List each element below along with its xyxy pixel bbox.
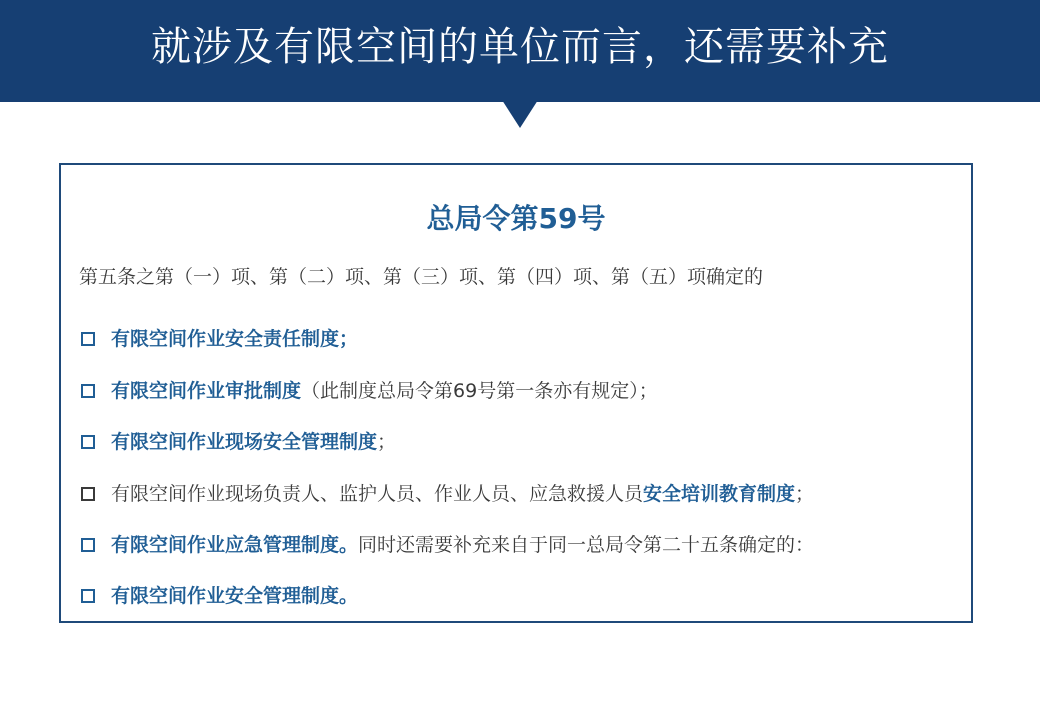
item-normal-text: ； <box>795 483 815 505</box>
item-bold-text: 有限空间作业现场安全管理制度 <box>111 431 378 453</box>
checkbox-icon <box>81 384 95 398</box>
list-item <box>81 376 658 406</box>
item-normal-text: ； <box>377 431 397 453</box>
checkbox-icon <box>81 589 95 603</box>
intro-text: 第五条之第（一）项、第（二）项、第（三）项、第（四）项、第（五）项确定的 <box>79 266 764 288</box>
item-normal-text: （此制度总局令第69号第一条亦有规定）； <box>301 380 658 402</box>
item-normal-text: 同时还需要补充来自于同一总局令第二十五条确定的： <box>358 534 815 556</box>
list-item <box>81 530 814 560</box>
regulation-title: 总局令第59号 <box>426 202 606 235</box>
item-bold-text: 有限空间作业安全管理制度。 <box>111 585 359 607</box>
list-item <box>81 479 814 509</box>
item-prefix-text: 有限空间作业现场负责人、监护人员、作业人员、应急救援人员 <box>111 483 644 505</box>
checkbox-icon <box>81 538 95 552</box>
checkbox-icon <box>81 487 95 501</box>
list-item <box>81 324 358 354</box>
checkbox-icon <box>81 435 95 449</box>
item-bold-text: 安全培训教育制度 <box>643 483 796 505</box>
page-title: 就涉及有限空间的单位而言，还需要补充 <box>151 24 889 70</box>
item-bold-text: 有限空间作业安全责任制度； <box>111 328 359 350</box>
item-bold-text: 有限空间作业审批制度 <box>111 380 302 402</box>
item-bold-text: 有限空间作业应急管理制度。 <box>111 534 359 556</box>
header-pointer-arrow <box>502 100 538 128</box>
checkbox-icon <box>81 332 95 346</box>
list-item <box>81 427 396 457</box>
list-item <box>81 581 358 611</box>
content-box <box>59 163 973 623</box>
